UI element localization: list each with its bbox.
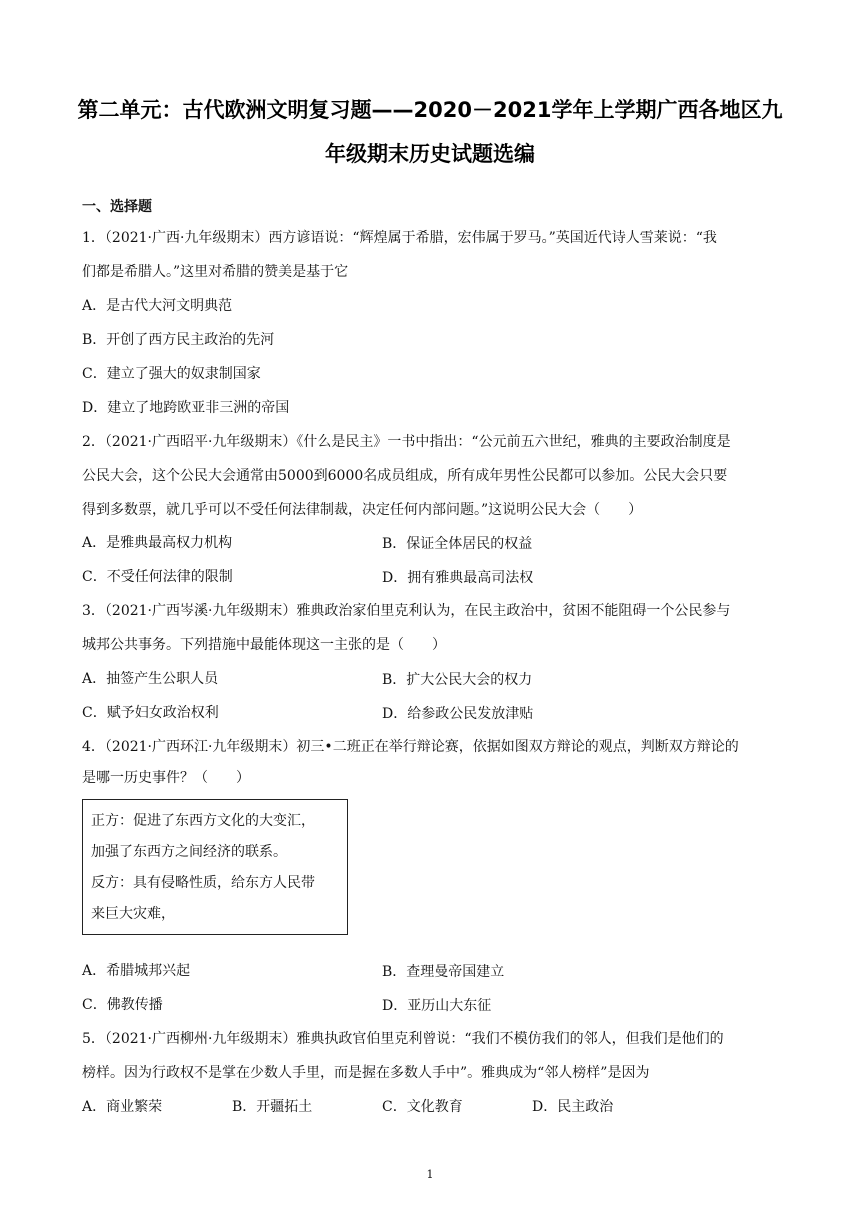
q1-option-b: B．开创了西方民主政治的先河 (82, 332, 275, 348)
debate-line: 加强了东西方之间经济的联系。 (91, 844, 287, 860)
q2-stem-line1: 2．（2021·广西昭平·九年级期末）《什么是民主》一书中指出：“公元前五六世纪，雅典的主要政治制度是 (82, 434, 731, 450)
q1-option-a: A．是古代大河文明典范 (82, 298, 233, 314)
q3-stem-line1: 3．（2021·广西岑溪·九年级期末）雅典政治家伯里克利认为，在民主政治中，贫困不能阻碍一个公民参与 (82, 603, 731, 619)
q1-stem-line1: 1．（2021·广西·九年级期末）西方谚语说：“辉煌属于希腊，宏伟属于罗马。”英国近代诗人雪莱说：“我 (82, 230, 717, 246)
q5-option-b: B．开疆拓土 (232, 1099, 313, 1115)
q2-stem-line3: 得到多数票，就几乎可以不受任何法律制裁，决定任何内部问题。”这说明公民大会（ ） (82, 502, 643, 518)
title-line-2: 年级期末历史试题选编 (325, 142, 535, 166)
section-heading: 一、选择题 (82, 199, 152, 215)
q3-option-d: D．给参政公民发放津贴 (382, 706, 534, 722)
q3-option-c: C．赋予妇女政治权利 (82, 705, 219, 721)
debate-line: 反方：具有侵略性质，给东方人民带 (91, 875, 315, 891)
q4-option-a: A．希腊城邦兴起 (82, 963, 191, 979)
q4-option-d: D．亚历山大东征 (382, 998, 492, 1014)
q2-option-b: B．保证全体居民的权益 (382, 536, 533, 552)
q5-stem-line1: 5．（2021·广西柳州·九年级期末）雅典执政官伯里克利曾说：“我们不模仿我们的邻人，但我们是他们的 (82, 1031, 724, 1047)
q1-stem-line2: 们都是希腊人。”这里对希腊的赞美是基于它 (82, 264, 349, 280)
q1-option-d: D．建立了地跨欧亚非三洲的帝国 (82, 400, 290, 416)
q2-option-c: C．不受任何法律的限制 (82, 569, 233, 585)
q1-option-c: C．建立了强大的奴隶制国家 (82, 366, 261, 382)
debate-figure-box (82, 799, 348, 935)
q5-option-a: A．商业繁荣 (82, 1099, 163, 1115)
q3-stem-line2: 城邦公共事务。下列措施中最能体现这一主张的是（ ） (82, 637, 446, 653)
document-title (60, 88, 800, 176)
q5-option-c: C．文化教育 (382, 1099, 463, 1115)
q5-stem-line2: 榜样。因为行政权不是掌在少数人手里，而是握在多数人手中”。雅典成为“邻人榜样”是因为 (82, 1065, 650, 1081)
debate-line: 来巨大灾难， (91, 906, 175, 922)
q4-option-c: C．佛教传播 (82, 997, 163, 1013)
page-number: 1 (426, 1168, 434, 1181)
q4-stem-line1: 4．（2021·广西环江·九年级期末）初三•二班正在举行辩论赛，依据如图双方辩论的观点，判断双方辩论的 (82, 739, 739, 755)
q2-option-d: D．拥有雅典最高司法权 (382, 570, 534, 586)
q4-stem-line2: 是哪一历史事件？（ ） (82, 770, 250, 786)
q2-option-a: A．是雅典最高权力机构 (82, 535, 233, 551)
debate-line: 正方：促进了东西方文化的大变汇， (91, 813, 315, 829)
q5-option-d: D．民主政治 (532, 1099, 614, 1115)
q4-option-b: B．查理曼帝国建立 (382, 964, 505, 980)
q3-option-b: B．扩大公民大会的权力 (382, 672, 533, 688)
title-line-1: 第二单元：古代欧洲文明复习题——2020－2021学年上学期广西各地区九 (77, 98, 783, 122)
q3-option-a: A．抽签产生公职人员 (82, 671, 219, 687)
q2-stem-line2: 公民大会，这个公民大会通常由5000到6000名成员组成，所有成年男性公民都可以参加。公民大会只要 (82, 468, 728, 484)
